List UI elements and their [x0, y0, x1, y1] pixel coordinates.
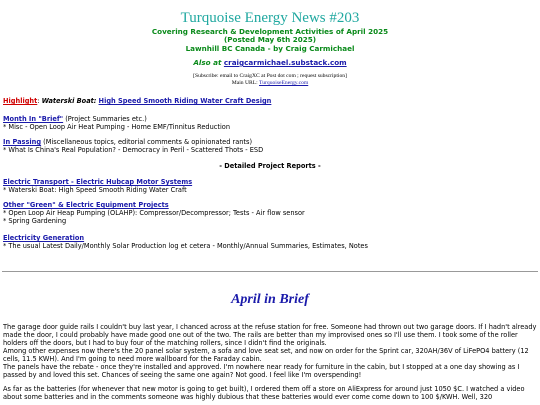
author-line: Lawnhill BC Canada - by Craig Carmichael	[185, 44, 355, 53]
electricity-generation-item: * The usual Latest Daily/Monthly Solar Production log et cetera - Monthly/Annual Summaries, Estimates, Notes	[3, 242, 368, 250]
brief-paragraph-1: The garage door guide rails I couldn't buy last year, I chanced across at the refuse station for free. Someone had thrown out two garage doors. If I hadn't already made the door, I could probably have made good one out of the two. The rails are better than my improvised ones so I'll use them. I took some of the roller holders off the doors, but I had to buy four of the matching rollers, since I didn't find the originals.	[3, 323, 537, 347]
in-passing-item: * What Is China's Real Population? - Democracy in Peril - Scattered Thots - ESD	[3, 146, 264, 154]
detailed-reports-heading: - Detailed Project Reports -	[219, 162, 321, 170]
main-url-link[interactable]: TurquoiseEnergy.com	[259, 80, 309, 86]
other-green-link[interactable]: Other "Green" & Electric Equipment Projects	[3, 201, 169, 209]
month-brief-link[interactable]: Month In "Brief"	[3, 115, 64, 123]
in-passing-link[interactable]: In Passing	[3, 138, 42, 146]
other-green-item-1: * Open Loop Air Heap Pumping (OLAHP): Compressor/Decompressor; Tests - Air flow sensor	[3, 209, 305, 217]
brief-paragraph-3: The panels have the rebate - once they're installed and approved. I'm nowhere near ready for furniture in the cabin, but I stopped at a one day showing as I passed by and loved this set. Chances of seeing the same one again? Not good. I feel like I'm overspending!	[3, 363, 520, 379]
highlight-topic: Waterski Boat:	[41, 97, 97, 105]
brief-body	[3, 323, 537, 401]
month-brief-item: * Misc - Open Loop Air Heat Pumping - Home EMF/Tinnitus Reduction	[3, 123, 231, 131]
main-url-prefix: Main URL:	[231, 80, 258, 86]
coverage-line: Covering Research & Development Activities of April 2025	[151, 27, 389, 36]
highlight-colon: :	[37, 97, 40, 105]
highlight-line	[3, 97, 537, 105]
other-green-item-2: * Spring Gardening	[3, 217, 67, 225]
highlight-link[interactable]: High Speed Smooth Riding Water Craft Design	[98, 97, 272, 105]
brief-paragraph-2: Among other expenses now there's the 20 panel solar system, a sofa and love seat set, and now on order for the Sprint car, 320AH/36V of LiFePO4 battery (12 cells, 11.5 KWH). And I'm going to need more wallboard for the Faraday cabin.	[3, 347, 529, 363]
brief-paragraph-4: As far as the batteries (for whenever that new motor is going to get built), I ordered them off a store on AliExpress for around just 1050 $C. I watched a video about some batteries and in the comments someone was highly dubious that these batteries would ever come come down to 100 $/KWH. Well, 320	[3, 385, 525, 401]
subscribe-line: [Subscribe: email to CraigXC at Post dot com ; request subscription]	[193, 73, 347, 79]
month-brief-section	[3, 115, 537, 131]
other-green-section	[3, 201, 537, 225]
in-passing-section	[3, 138, 537, 154]
electric-transport-link[interactable]: Electric Transport - Electric Hubcap Motor Systems	[3, 178, 193, 186]
electricity-generation-section	[3, 234, 537, 250]
electricity-generation-link[interactable]: Electricity Generation	[3, 234, 85, 242]
highlight-label: Highlight	[3, 97, 38, 105]
subscribe-block	[0, 73, 540, 87]
april-in-brief-title: April in Brief	[231, 292, 309, 307]
divider	[2, 271, 538, 272]
newsletter-title: Turquoise Energy News #203	[180, 10, 360, 26]
electric-transport-item: * Waterski Boat: High Speed Smooth Riding Water Craft	[3, 186, 187, 194]
in-passing-note: (Miscellaneous topics, editorial comments & opinionated rants)	[41, 138, 253, 146]
month-brief-note: (Project Summaries etc.)	[63, 115, 147, 123]
main-url-line	[0, 80, 540, 87]
posted-date-line: (Posted May 6th 2025)	[223, 35, 317, 44]
also-at-line	[0, 58, 540, 67]
also-at-prefix: Also at	[193, 58, 222, 67]
electric-transport-section	[3, 178, 537, 194]
substack-link[interactable]: craigcarmichael.substack.com	[223, 58, 347, 67]
